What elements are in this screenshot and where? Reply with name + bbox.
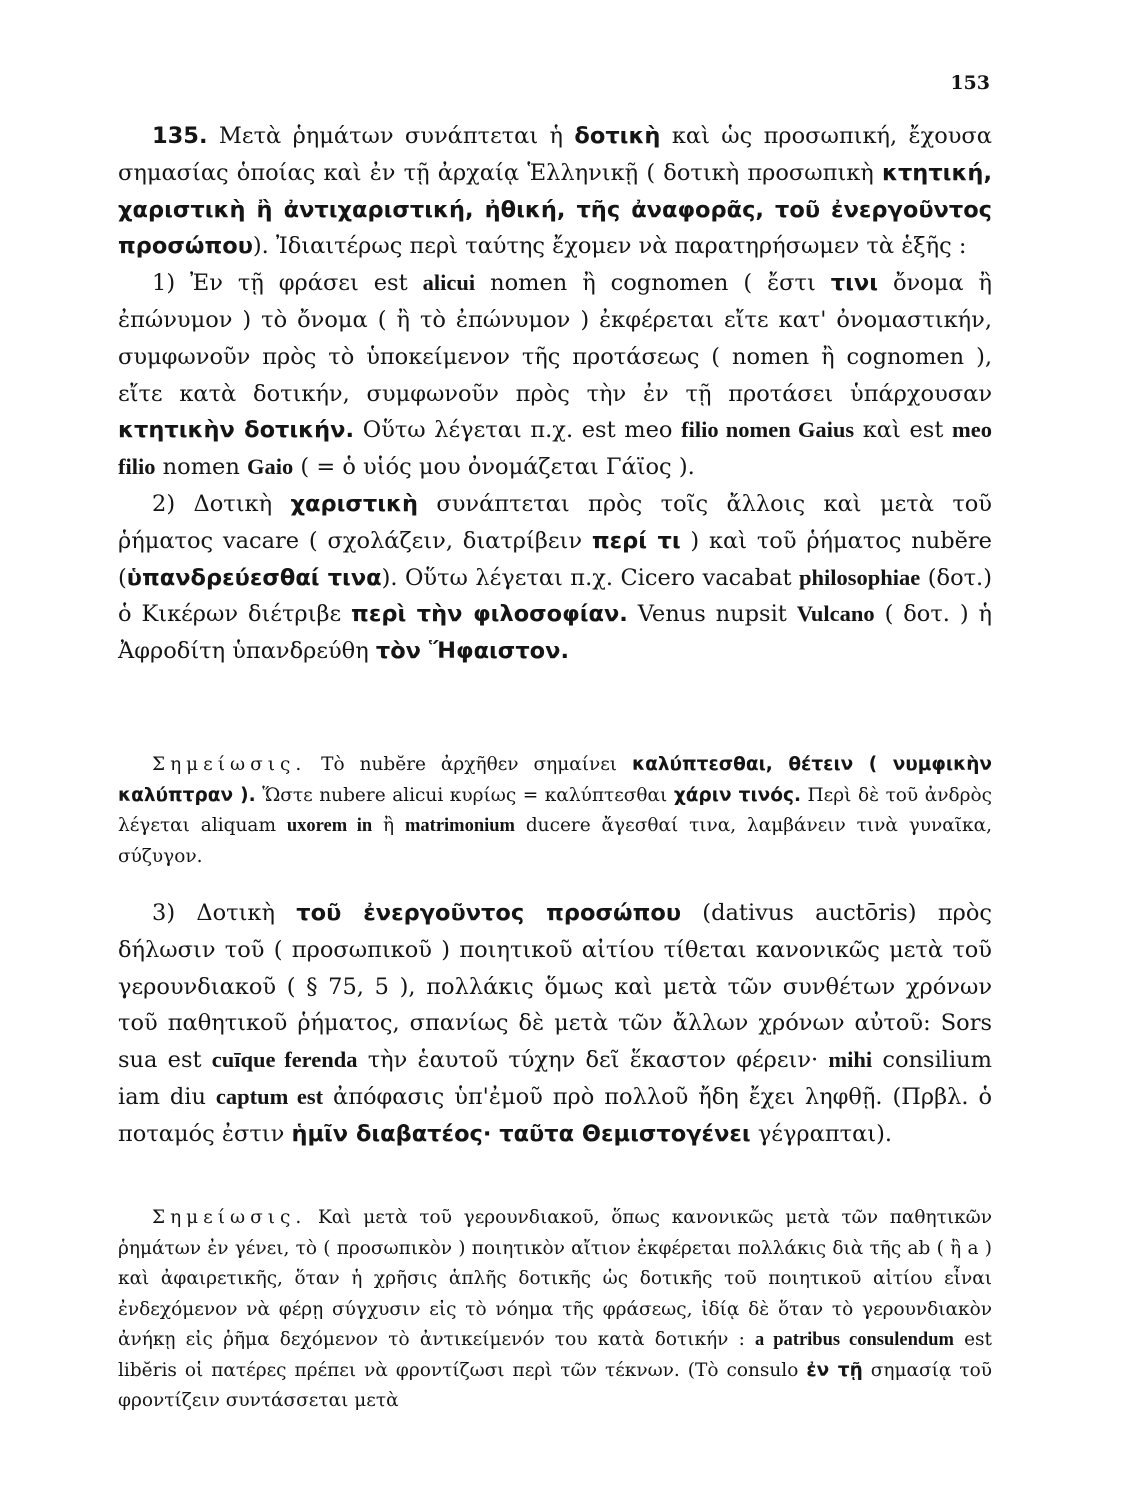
section-number: 135.	[152, 123, 208, 149]
item-3: 3) Δοτικὴ τοῦ ἐνεργοῦντος προσώπου (dativus auctōris) πρὸς δήλωσιν τοῦ ( προσωπικοῦ ) ποιητικοῦ αἰτίου τίθεται κανονικῶς μετὰ τοῦ γερουνδιακοῦ ( § 75, 5 ), πολλάκις ὅμως καὶ μετὰ τῶν συνθέτων χρόνων τοῦ παθητικοῦ ῥήματος, σπανίως δὲ μετὰ τῶν ἄλλων χρόνων αὐτοῦ: Sors sua est cuīque ferenda τὴν ἑαυτοῦ τύχην δεῖ ἕκαστον φέρειν· mihi consilium iam diu captum est ἀπόφασις ὑπ'ἐμοῦ πρὸ πολλοῦ ἤδη ἔχει ληφθῇ. (Πρβλ. ὁ ποταμός ἐστιν ἡμῖν διαβατέος· ταῦτα Θεμιστογένει γέγραπται).	[118, 900, 992, 1147]
note-1: Σημείωσις. Τὸ nubĕre ἀρχῆθεν σημαίνει καλύπτεσθαι, θέτειν ( νυμφικὴν καλύπτραν ). Ὥστε nubere alicui κυρίως = καλύπτεσθαι χάριν τινός. Περὶ δὲ τοῦ ἀνδρὸς λέγεται aliquam uxorem in ἢ matrimonium ducere ἄγεσθαί τινα, λαμβάνειν τινὰ γυναῖκα, σύζυγον.	[118, 754, 992, 867]
main-text	[118, 118, 992, 670]
note-label: Σημείωσις.	[152, 1207, 307, 1228]
note-2: Σημείωσις. Καὶ μετὰ τοῦ γερουνδιακοῦ, ὅπως κανονικῶς μετὰ τῶν παθητικῶν ῥημάτων ἐν γένει, τὸ ( προσωπικὸν ) ποιητικὸν αἴτιον ἐκφέρεται πολλάκις διὰ τῆς ab ( ἢ a ) καὶ ἀφαιρετικῆς, ὅταν ἡ χρῆσις ἁπλῆς δοτικῆς ὡς δοτικῆς τοῦ ποιητικοῦ αἰτίου εἶναι ἐνδεχόμενον νὰ φέρῃ σύγχυσιν εἰς τὸ νόημα τῆς φράσεως, ἰδίᾳ δὲ ὅταν τὸ γερουνδιακὸν ἀνήκῃ εἰς ῥῆμα δεχόμενον τὸ ἀντικείμενόν του κατὰ δοτικήν : a patribus consulendum est libĕris οἱ πατέρες πρέπει νὰ φροντίζωσι περὶ τῶν τέκνων. (Τὸ consulo ἐν τῇ σημασίᾳ τοῦ φροντίζειν συντάσσεται μετὰ	[118, 1207, 992, 1411]
item-1: 1) Ἐν τῇ φράσει est alicui nomen ἢ cognomen ( ἔστι τινι ὄνομα ἢ ἐπώνυμον ) τὸ ὄνομα ( ἢ τὸ ἐπώνυμον ) ἐκφέρεται εἴτε κατ' ὀνομαστικήν, συμφωνοῦν πρὸς τὸ ὑποκείμενον τῆς προτάσεως ( nomen ἢ cognomen ), εἴτε κατὰ δοτικήν, συμφωνοῦν πρὸς τὴν ἐν τῇ προτάσει ὑπάρχουσαν κτητικὴν δοτικήν. Οὕτω λέγεται π.χ. est meo filio nomen Gaius καὶ est meo filio nomen Gaio ( = ὁ υἱός μου ὀνομάζεται Γάϊος ).	[118, 270, 992, 481]
note-label: Σημείωσις.	[152, 754, 307, 775]
paragraph-135: 135. Μετὰ ῥημάτων συνάπτεται ἡ δοτικὴ καὶ ὡς προσωπική, ἔχουσα σημασίας ὁποίας καὶ ἐν τῇ ἀρχαίᾳ Ἑλληνικῇ ( δοτικὴ προσωπικὴ κτητική, χαριστικὴ ἢ ἀντιχαριστική, ἠθική, τῆς ἀναφορᾶς, τοῦ ἐνεργοῦντος προσώπου). Ἰδιαιτέρως περὶ ταύτης ἔχομεν νὰ παρατηρήσωμεν τὰ ἑξῆς :	[118, 123, 992, 260]
item-3-block	[118, 895, 992, 1153]
page-number: 153	[950, 72, 990, 94]
item-2: 2) Δοτικὴ χαριστικὴ συνάπτεται πρὸς τοῖς ἄλλοις καὶ μετὰ τοῦ ῥήματος vacare ( σχολάζειν, διατρίβειν περί τι ) καὶ τοῦ ῥήματος nubĕre (ὑπανδρεύεσθαί τινα). Οὕτω λέγεται π.χ. Cicero vacabat philosophiae (δοτ.) ὁ Κικέρων διέτριβε περὶ τὴν φιλοσοφίαν. Venus nupsit Vulcano ( δοτ. ) ἡ Ἀφροδίτη ὑπανδρεύθη τὸν Ἥφαιστον.	[118, 490, 993, 665]
